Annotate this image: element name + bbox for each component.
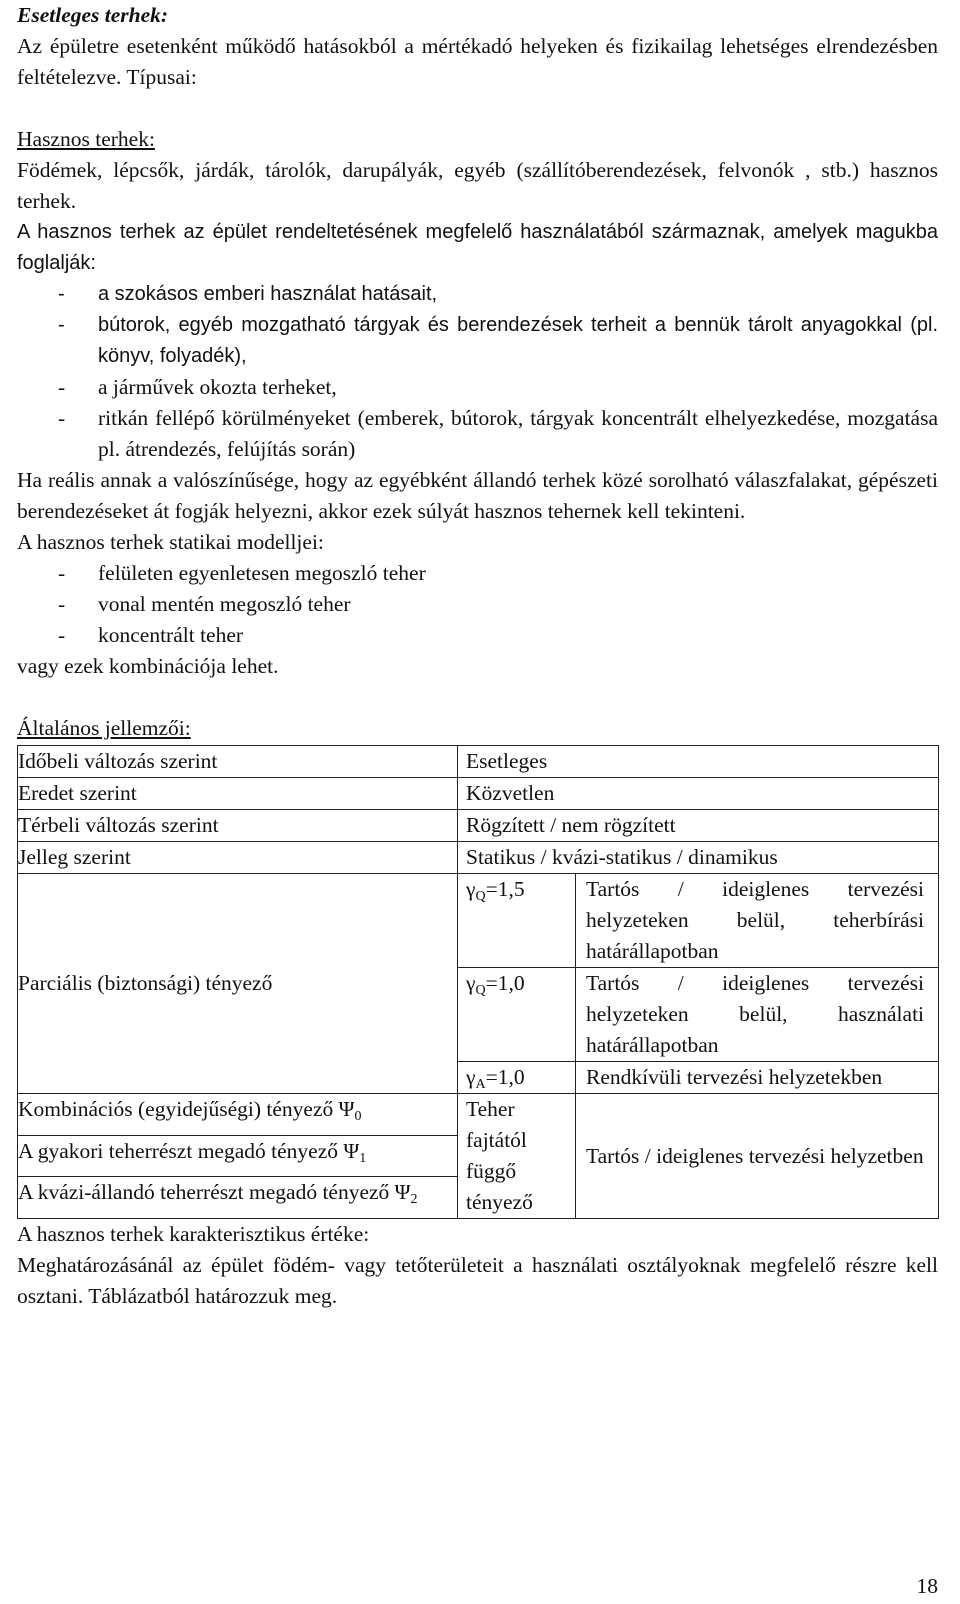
psi0-label: Kombinációs (egyidejűségi) tényező $\Psi_0$: [18, 1094, 458, 1136]
table-cell-desc: Tartós / ideiglenes tervezési helyzeteken belül, teherbírási határállapotban: [576, 874, 939, 968]
spacer: [17, 93, 938, 124]
list-item: - bútorok, egyéb mozgatható tárgyak és berendezések terheit a bennük tárolt anyagokkal (pl. könyv, folyadék),: [58, 314, 938, 367]
useful-loads-title: Hasznos terhek:: [17, 127, 155, 151]
table-cell-label: Térbeli változás szerint: [18, 810, 458, 842]
psi-situation: Tartós / ideiglenes tervezési helyzetben: [576, 1094, 939, 1219]
list-item: - felületen egyenletesen megoszló teher: [58, 561, 426, 585]
table-row: [18, 874, 939, 968]
general-title: Általános jellemzői:: [17, 716, 191, 740]
table-cell-label: Időbeli változás szerint: [18, 746, 458, 778]
psi1-label: A gyakori teherrészt megadó tényező $\Psi_1$: [18, 1135, 458, 1177]
table-row: [18, 842, 939, 874]
list-item: - ritkán fellépő körülményeket (emberek, bútorok, tárgyak koncentrált elhelyezkedése, mozgatása pl. átrendezés, felújítás során): [58, 406, 938, 461]
table-cell-desc: Rendkívüli tervezési helyzetekben: [576, 1062, 939, 1094]
partition-paragraph: Ha reális annak a valószínűsége, hogy az egyébként állandó terhek közé sorolható válaszfalakat, gépészeti berendezéseket át fogják helyezni, akkor ezek súlyát hasznos tehernek kell tekinteni.: [17, 468, 938, 523]
intro-paragraph: Az épületre esetenként működő hatásokból a mértékadó helyeken és fizikailag lehetséges elrendezésben feltételezve. Típusai:: [17, 34, 938, 89]
characteristic-title: A hasznos terhek karakterisztikus értéke:: [17, 1222, 370, 1246]
table-cell-value: Esetleges: [458, 746, 939, 778]
page-content: [17, 0, 938, 1312]
table-row: [18, 1094, 939, 1136]
table-cell-value: Statikus / kvázi-statikus / dinamikus: [458, 842, 939, 874]
table-row: [18, 746, 939, 778]
list-item: - vonal mentén megoszló teher: [58, 592, 351, 616]
table-cell-value: Közvetlen: [458, 778, 939, 810]
load-type-dependent: Teher fajtától függő tényező: [458, 1094, 576, 1219]
list-item: - a járművek okozta terheket,: [58, 375, 337, 399]
origin-paragraph: A hasznos terhek az épület rendeltetésének megfelelő használatából származnak, amelyek magukba foglalják:: [17, 221, 938, 274]
gamma-q-ultimate: $\gamma_Q=1,5$: [458, 874, 576, 968]
psi2-label: A kvázi-állandó teherrészt megadó tényező $\Psi_2$: [18, 1177, 458, 1219]
list-item: - koncentrált teher: [58, 623, 244, 647]
table-row: [18, 810, 939, 842]
properties-table: [17, 745, 939, 1219]
origin-list: [17, 279, 938, 372]
useful-loads-line: Födémek, lépcsők, járdák, tárolók, darupályák, egyéb (szállítóberendezések, felvonók , stb.) hasznos terhek.: [17, 158, 938, 213]
table-cell-label: Eredet szerint: [18, 778, 458, 810]
list-item: - a szokásos emberi használat hatásait,: [58, 283, 438, 305]
models-end: vagy ezek kombinációja lehet.: [17, 654, 279, 678]
models-title: A hasznos terhek statikai modelljei:: [17, 530, 324, 554]
table-cell-desc: Tartós / ideiglenes tervezési helyzeteken belül, használati határállapotban: [576, 968, 939, 1062]
table-cell-value: Rögzített / nem rögzített: [458, 810, 939, 842]
partial-factor-label: Parciális (biztonsági) tényező: [18, 874, 458, 1094]
section-heading: Esetleges terhek:: [17, 3, 169, 27]
characteristic-paragraph: Meghatározásánál az épület födém- vagy tetőterületeit a használati osztályoknak megfelelő részre kell osztani. Táblázatból határozzuk meg.: [17, 1253, 938, 1308]
origin-list-cont: [17, 372, 938, 465]
gamma-q-service: $\gamma_Q=1,0$: [458, 968, 576, 1062]
table-cell-label: Jelleg szerint: [18, 842, 458, 874]
table-row: [18, 778, 939, 810]
spacer: [17, 682, 938, 713]
page-number: 18: [916, 1574, 938, 1598]
gamma-a: $\gamma_A=1,0$: [458, 1062, 576, 1094]
